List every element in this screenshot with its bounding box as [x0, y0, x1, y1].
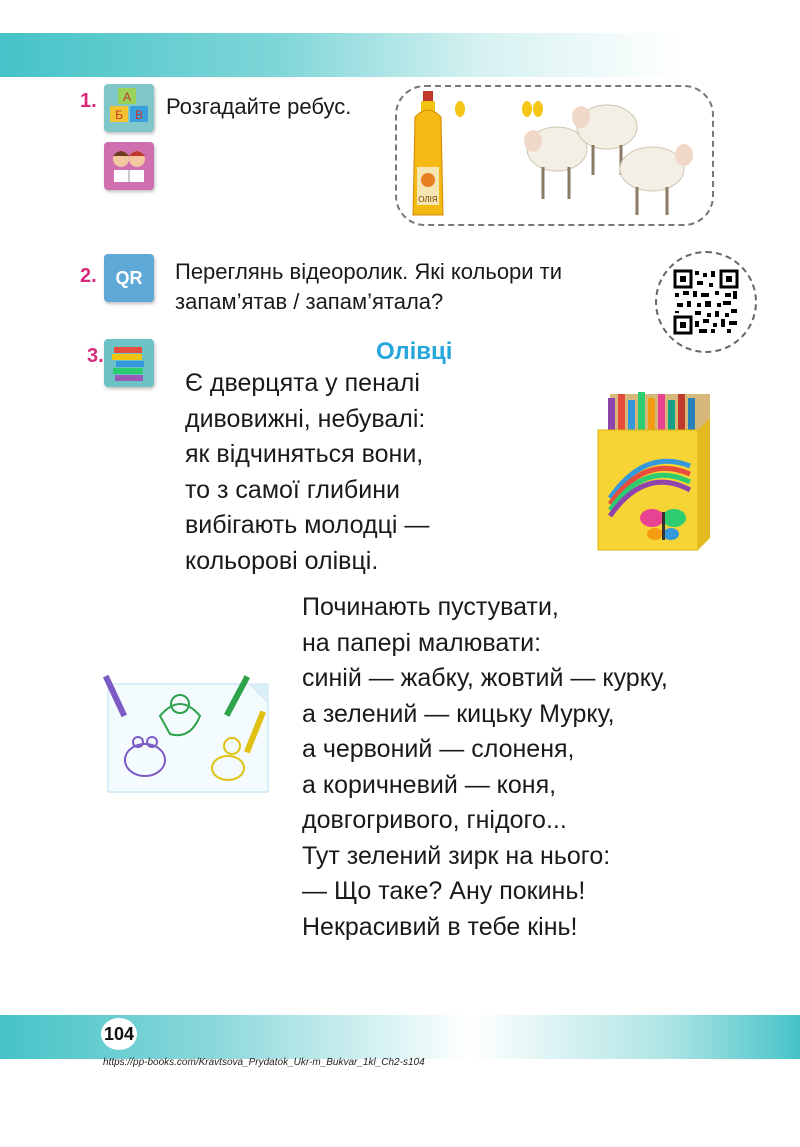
block-letter-a: А: [122, 90, 132, 104]
qr-icon: [104, 254, 154, 302]
header-band: [0, 33, 800, 77]
task-number-3: 3.: [87, 345, 104, 367]
poem-stanza-1: [185, 366, 429, 579]
task-number-1: 1.: [80, 90, 97, 112]
task2-line2: запам’ятав / запам’ятала?: [175, 289, 444, 314]
pencil-box-illustration: [590, 388, 715, 558]
qr-code[interactable]: [655, 251, 757, 353]
task1-text: Розгадайте ребус.: [166, 94, 352, 119]
poem-line: Є дверцята у пеналі: [185, 369, 420, 397]
poem-line: а коричневий — коня,: [302, 770, 557, 799]
abc-blocks-icon: [104, 84, 154, 132]
drawing-paper-illustration: [100, 670, 275, 798]
task-number-2: 2.: [80, 265, 97, 287]
poem-line: Некрасивий в тебе кінь!: [302, 912, 578, 941]
footer-band-left: [0, 1015, 470, 1059]
books-stack-icon: [104, 339, 154, 387]
poem-line: довгогривого, гнідого...: [302, 806, 567, 834]
footer-band-right: [470, 1015, 800, 1059]
qr-code-icon: [673, 269, 739, 335]
poem-line: — Що таке? Ану покинь!: [302, 877, 586, 905]
block-letter-v: В: [134, 108, 144, 122]
reading-kids-icon: [104, 142, 154, 190]
poem-line: синій — жабку, жовтий — курку,: [302, 664, 668, 692]
source-url[interactable]: https://pp-books.com/Kravtsova_Prydatok_Ukr-m_Bukvar_1kl_Ch2-s104: [103, 1057, 425, 1068]
poem-title: Олівці: [376, 338, 453, 365]
page-number: 104: [101, 1018, 137, 1050]
poem-line: вибігають молодці —: [185, 511, 430, 539]
poem-line: то з самої глибини: [185, 475, 400, 504]
rebus-picture: [397, 87, 712, 224]
oil-label: ОЛІЯ: [418, 195, 438, 204]
qr-icon-label: QR: [115, 268, 143, 288]
poem-line: на папері малювати:: [302, 628, 542, 657]
poem-line: а зелений — кицьку Мурку,: [302, 699, 615, 728]
poem-stanza-2: [302, 590, 668, 945]
poem-line: як відчиняться вони,: [185, 440, 424, 468]
poem-line: Починають пустувати,: [302, 593, 559, 621]
poem-line: дивовижні, небувалі:: [185, 404, 426, 433]
block-letter-b: Б: [115, 108, 123, 122]
poem-line: кольорові олівці.: [185, 546, 379, 575]
poem-line: а червоний — слоненя,: [302, 735, 575, 763]
task2-line1: Переглянь відеоролик. Які кольори ти: [175, 259, 563, 284]
poem-line: Тут зелений зирк на нього:: [302, 841, 611, 870]
rebus-frame: [395, 85, 714, 226]
